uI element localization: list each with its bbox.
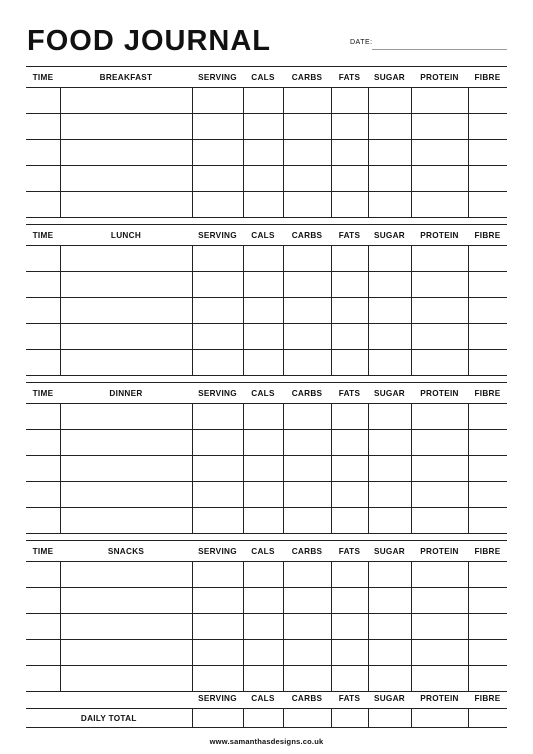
entry-cell[interactable]	[283, 508, 331, 534]
entry-cell[interactable]	[60, 114, 192, 140]
daily-total-label: DAILY TOTAL	[26, 709, 192, 728]
entry-cell[interactable]	[26, 272, 60, 298]
entry-cell[interactable]	[468, 114, 507, 140]
entry-cell[interactable]	[411, 456, 468, 482]
entry-cell[interactable]	[283, 192, 331, 218]
entry-cell[interactable]	[331, 430, 368, 456]
entry-cell[interactable]	[468, 614, 507, 640]
entry-cell[interactable]	[411, 192, 468, 218]
table-row	[26, 246, 507, 272]
entry-cell[interactable]	[368, 140, 411, 166]
entry-cell[interactable]	[26, 298, 60, 324]
entry-cell[interactable]	[411, 166, 468, 192]
entry-cell[interactable]	[26, 88, 60, 114]
entry-cell[interactable]	[26, 140, 60, 166]
table-row	[26, 272, 507, 298]
entry-cell[interactable]	[60, 350, 192, 376]
meal-heading: BREAKFAST	[60, 67, 192, 88]
entry-cell[interactable]	[368, 508, 411, 534]
meal-heading: LUNCH	[60, 225, 192, 246]
column-header-sugar: SUGAR	[368, 225, 411, 246]
column-header-serving: SERVING	[192, 383, 243, 404]
entry-cell[interactable]	[60, 640, 192, 666]
total-column-header-cals: CALS	[243, 688, 283, 709]
entry-cell[interactable]	[468, 430, 507, 456]
column-header-protein: PROTEIN	[411, 67, 468, 88]
entry-cell[interactable]	[411, 430, 468, 456]
entry-cell[interactable]	[411, 298, 468, 324]
column-header-time: TIME	[26, 541, 60, 562]
entry-cell[interactable]	[368, 588, 411, 614]
entry-cell[interactable]	[411, 272, 468, 298]
entry-cell[interactable]	[368, 482, 411, 508]
entry-cell[interactable]	[192, 456, 243, 482]
entry-cell[interactable]	[192, 140, 243, 166]
entry-cell[interactable]	[368, 166, 411, 192]
entry-cell[interactable]	[468, 404, 507, 430]
entry-cell[interactable]	[192, 88, 243, 114]
header-row	[26, 67, 507, 88]
entry-cell[interactable]	[192, 114, 243, 140]
section-breakfast	[26, 66, 507, 218]
column-header-cals: CALS	[243, 383, 283, 404]
entry-cell[interactable]	[283, 298, 331, 324]
entry-cell[interactable]	[368, 298, 411, 324]
entry-cell[interactable]	[243, 404, 283, 430]
column-header-cals: CALS	[243, 225, 283, 246]
entry-cell[interactable]	[26, 324, 60, 350]
entry-cell[interactable]	[283, 88, 331, 114]
entry-cell[interactable]	[283, 140, 331, 166]
total-column-header-fibre: FIBRE	[468, 688, 507, 709]
entry-cell[interactable]	[468, 88, 507, 114]
entry-cell[interactable]	[26, 430, 60, 456]
entry-cell[interactable]	[283, 562, 331, 588]
column-header-fibre: FIBRE	[468, 541, 507, 562]
entry-cell[interactable]	[243, 430, 283, 456]
entry-cell[interactable]	[368, 562, 411, 588]
entry-cell[interactable]	[243, 456, 283, 482]
total-cell[interactable]	[192, 709, 243, 728]
entry-cell[interactable]	[368, 324, 411, 350]
entry-cell[interactable]	[411, 246, 468, 272]
column-header-cals: CALS	[243, 67, 283, 88]
column-header-time: TIME	[26, 383, 60, 404]
meal-table	[26, 224, 507, 376]
entry-cell[interactable]	[192, 246, 243, 272]
entry-cell[interactable]	[468, 508, 507, 534]
entry-cell[interactable]	[192, 588, 243, 614]
entry-cell[interactable]	[283, 350, 331, 376]
entry-cell[interactable]	[243, 614, 283, 640]
entry-cell[interactable]	[283, 588, 331, 614]
table-row	[26, 166, 507, 192]
entry-cell[interactable]	[26, 588, 60, 614]
entry-cell[interactable]	[60, 508, 192, 534]
entry-cell[interactable]	[243, 166, 283, 192]
entry-cell[interactable]	[411, 324, 468, 350]
meal-heading: SNACKS	[60, 541, 192, 562]
entry-cell[interactable]	[60, 246, 192, 272]
entry-cell[interactable]	[368, 456, 411, 482]
entry-cell[interactable]	[468, 324, 507, 350]
entry-cell[interactable]	[331, 456, 368, 482]
entry-cell[interactable]	[192, 166, 243, 192]
entry-cell[interactable]	[26, 192, 60, 218]
entry-cell[interactable]	[411, 482, 468, 508]
entry-cell[interactable]	[26, 456, 60, 482]
column-header-carbs: CARBS	[283, 541, 331, 562]
entry-cell[interactable]	[468, 456, 507, 482]
column-header-time: TIME	[26, 225, 60, 246]
date-label: DATE:	[350, 39, 373, 46]
total-column-header-serving: SERVING	[192, 688, 243, 709]
column-header-protein: PROTEIN	[411, 383, 468, 404]
entry-cell[interactable]	[331, 350, 368, 376]
entry-cell[interactable]	[368, 192, 411, 218]
header-row	[26, 541, 507, 562]
entry-cell[interactable]	[192, 404, 243, 430]
table-row	[26, 430, 507, 456]
entry-cell[interactable]	[368, 430, 411, 456]
entry-cell[interactable]	[368, 404, 411, 430]
entry-cell[interactable]	[411, 114, 468, 140]
entry-cell[interactable]	[243, 298, 283, 324]
entry-cell[interactable]	[283, 430, 331, 456]
entry-cell[interactable]	[60, 482, 192, 508]
column-header-time: TIME	[26, 67, 60, 88]
entry-cell[interactable]	[192, 640, 243, 666]
total-header-spacer	[26, 688, 192, 709]
total-cell[interactable]	[331, 709, 368, 728]
entry-cell[interactable]	[368, 272, 411, 298]
entry-cell[interactable]	[411, 614, 468, 640]
meal-heading: DINNER	[60, 383, 192, 404]
entry-cell[interactable]	[26, 562, 60, 588]
entry-cell[interactable]	[368, 614, 411, 640]
table-row	[26, 588, 507, 614]
entry-cell[interactable]	[368, 350, 411, 376]
daily-total-table	[26, 688, 507, 728]
date-line[interactable]	[372, 49, 507, 50]
header-row	[26, 225, 507, 246]
entry-cell[interactable]	[243, 588, 283, 614]
table-row	[26, 88, 507, 114]
entry-cell[interactable]	[60, 614, 192, 640]
column-header-sugar: SUGAR	[368, 541, 411, 562]
entry-cell[interactable]	[60, 562, 192, 588]
entry-cell[interactable]	[60, 588, 192, 614]
table-row	[26, 482, 507, 508]
entry-cell[interactable]	[331, 640, 368, 666]
entry-cell[interactable]	[283, 114, 331, 140]
entry-cell[interactable]	[468, 482, 507, 508]
entry-cell[interactable]	[243, 350, 283, 376]
entry-cell[interactable]	[192, 482, 243, 508]
entry-cell[interactable]	[468, 246, 507, 272]
daily-total-section	[26, 688, 507, 728]
table-row	[26, 350, 507, 376]
table-row	[26, 298, 507, 324]
entry-cell[interactable]	[243, 562, 283, 588]
table-row	[26, 324, 507, 350]
column-header-carbs: CARBS	[283, 225, 331, 246]
entry-cell[interactable]	[26, 246, 60, 272]
entry-cell[interactable]	[60, 298, 192, 324]
entry-cell[interactable]	[243, 140, 283, 166]
entry-cell[interactable]	[331, 562, 368, 588]
column-header-cals: CALS	[243, 541, 283, 562]
entry-cell[interactable]	[192, 430, 243, 456]
entry-cell[interactable]	[283, 640, 331, 666]
entry-cell[interactable]	[411, 88, 468, 114]
table-row	[26, 192, 507, 218]
column-header-fibre: FIBRE	[468, 67, 507, 88]
entry-cell[interactable]	[243, 88, 283, 114]
total-cell[interactable]	[411, 709, 468, 728]
column-header-fibre: FIBRE	[468, 225, 507, 246]
column-header-sugar: SUGAR	[368, 67, 411, 88]
entry-cell[interactable]	[368, 114, 411, 140]
column-header-sugar: SUGAR	[368, 383, 411, 404]
daily-total-row	[26, 709, 507, 728]
entry-cell[interactable]	[468, 298, 507, 324]
entry-cell[interactable]	[331, 114, 368, 140]
table-row	[26, 456, 507, 482]
table-row	[26, 140, 507, 166]
entry-cell[interactable]	[192, 614, 243, 640]
entry-cell[interactable]	[468, 166, 507, 192]
entry-cell[interactable]	[368, 88, 411, 114]
entry-cell[interactable]	[468, 588, 507, 614]
entry-cell[interactable]	[60, 404, 192, 430]
column-header-serving: SERVING	[192, 541, 243, 562]
table-row	[26, 640, 507, 666]
entry-cell[interactable]	[192, 192, 243, 218]
entry-cell[interactable]	[468, 272, 507, 298]
table-row	[26, 562, 507, 588]
total-column-header-carbs: CARBS	[283, 688, 331, 709]
entry-cell[interactable]	[468, 350, 507, 376]
entry-cell[interactable]	[283, 272, 331, 298]
entry-cell[interactable]	[243, 192, 283, 218]
entry-cell[interactable]	[192, 508, 243, 534]
total-column-header-fats: FATS	[331, 688, 368, 709]
entry-cell[interactable]	[60, 140, 192, 166]
footer-website: www.samanthasdesigns.co.uk	[209, 737, 324, 746]
total-header-row	[26, 688, 507, 709]
entry-cell[interactable]	[243, 640, 283, 666]
column-header-fats: FATS	[331, 225, 368, 246]
entry-cell[interactable]	[331, 404, 368, 430]
total-column-header-sugar: SUGAR	[368, 688, 411, 709]
meal-table	[26, 382, 507, 534]
column-header-carbs: CARBS	[283, 67, 331, 88]
column-header-serving: SERVING	[192, 225, 243, 246]
entry-cell[interactable]	[331, 140, 368, 166]
entry-cell[interactable]	[243, 324, 283, 350]
entry-cell[interactable]	[331, 272, 368, 298]
table-row	[26, 508, 507, 534]
entry-cell[interactable]	[331, 192, 368, 218]
column-header-fats: FATS	[331, 383, 368, 404]
total-cell[interactable]	[368, 709, 411, 728]
meal-table	[26, 540, 507, 692]
entry-cell[interactable]	[283, 614, 331, 640]
entry-cell[interactable]	[411, 588, 468, 614]
entry-cell[interactable]	[192, 298, 243, 324]
entry-cell[interactable]	[26, 114, 60, 140]
entry-cell[interactable]	[26, 166, 60, 192]
header-row	[26, 383, 507, 404]
entry-cell[interactable]	[411, 140, 468, 166]
entry-cell[interactable]	[283, 246, 331, 272]
entry-cell[interactable]	[331, 482, 368, 508]
column-header-protein: PROTEIN	[411, 225, 468, 246]
entry-cell[interactable]	[331, 246, 368, 272]
entry-cell[interactable]	[368, 246, 411, 272]
entry-cell[interactable]	[243, 482, 283, 508]
entry-cell[interactable]	[26, 614, 60, 640]
entry-cell[interactable]	[411, 640, 468, 666]
entry-cell[interactable]	[243, 272, 283, 298]
entry-cell[interactable]	[468, 140, 507, 166]
table-row	[26, 404, 507, 430]
page-title: FOOD JOURNAL	[27, 25, 271, 57]
entry-cell[interactable]	[26, 482, 60, 508]
entry-cell[interactable]	[283, 456, 331, 482]
entry-cell[interactable]	[283, 324, 331, 350]
entry-cell[interactable]	[468, 192, 507, 218]
entry-cell[interactable]	[468, 562, 507, 588]
entry-cell[interactable]	[243, 246, 283, 272]
entry-cell[interactable]	[331, 88, 368, 114]
entry-cell[interactable]	[243, 508, 283, 534]
entry-cell[interactable]	[331, 508, 368, 534]
section-lunch	[26, 224, 507, 376]
column-header-fats: FATS	[331, 67, 368, 88]
entry-cell[interactable]	[411, 404, 468, 430]
entry-cell[interactable]	[60, 88, 192, 114]
section-dinner	[26, 382, 507, 534]
entry-cell[interactable]	[26, 350, 60, 376]
entry-cell[interactable]	[331, 166, 368, 192]
column-header-protein: PROTEIN	[411, 541, 468, 562]
entry-cell[interactable]	[411, 562, 468, 588]
entry-cell[interactable]	[331, 588, 368, 614]
entry-cell[interactable]	[192, 562, 243, 588]
entry-cell[interactable]	[331, 614, 368, 640]
entry-cell[interactable]	[60, 166, 192, 192]
total-cell[interactable]	[243, 709, 283, 728]
entry-cell[interactable]	[283, 404, 331, 430]
section-snacks	[26, 540, 507, 692]
total-cell[interactable]	[283, 709, 331, 728]
entry-cell[interactable]	[60, 324, 192, 350]
entry-cell[interactable]	[368, 640, 411, 666]
entry-cell[interactable]	[283, 482, 331, 508]
entry-cell[interactable]	[60, 192, 192, 218]
table-row	[26, 114, 507, 140]
column-header-fibre: FIBRE	[468, 383, 507, 404]
entry-cell[interactable]	[192, 324, 243, 350]
column-header-fats: FATS	[331, 541, 368, 562]
entry-cell[interactable]	[243, 114, 283, 140]
entry-cell[interactable]	[60, 430, 192, 456]
meal-table	[26, 66, 507, 218]
total-column-header-protein: PROTEIN	[411, 688, 468, 709]
entry-cell[interactable]	[283, 166, 331, 192]
total-cell[interactable]	[468, 709, 507, 728]
entry-cell[interactable]	[26, 640, 60, 666]
entry-cell[interactable]	[60, 272, 192, 298]
entry-cell[interactable]	[26, 404, 60, 430]
entry-cell[interactable]	[192, 272, 243, 298]
column-header-serving: SERVING	[192, 67, 243, 88]
entry-cell[interactable]	[60, 456, 192, 482]
table-row	[26, 614, 507, 640]
entry-cell[interactable]	[411, 508, 468, 534]
entry-cell[interactable]	[192, 350, 243, 376]
entry-cell[interactable]	[26, 508, 60, 534]
column-header-carbs: CARBS	[283, 383, 331, 404]
entry-cell[interactable]	[468, 640, 507, 666]
entry-cell[interactable]	[331, 324, 368, 350]
entry-cell[interactable]	[331, 298, 368, 324]
entry-cell[interactable]	[411, 350, 468, 376]
